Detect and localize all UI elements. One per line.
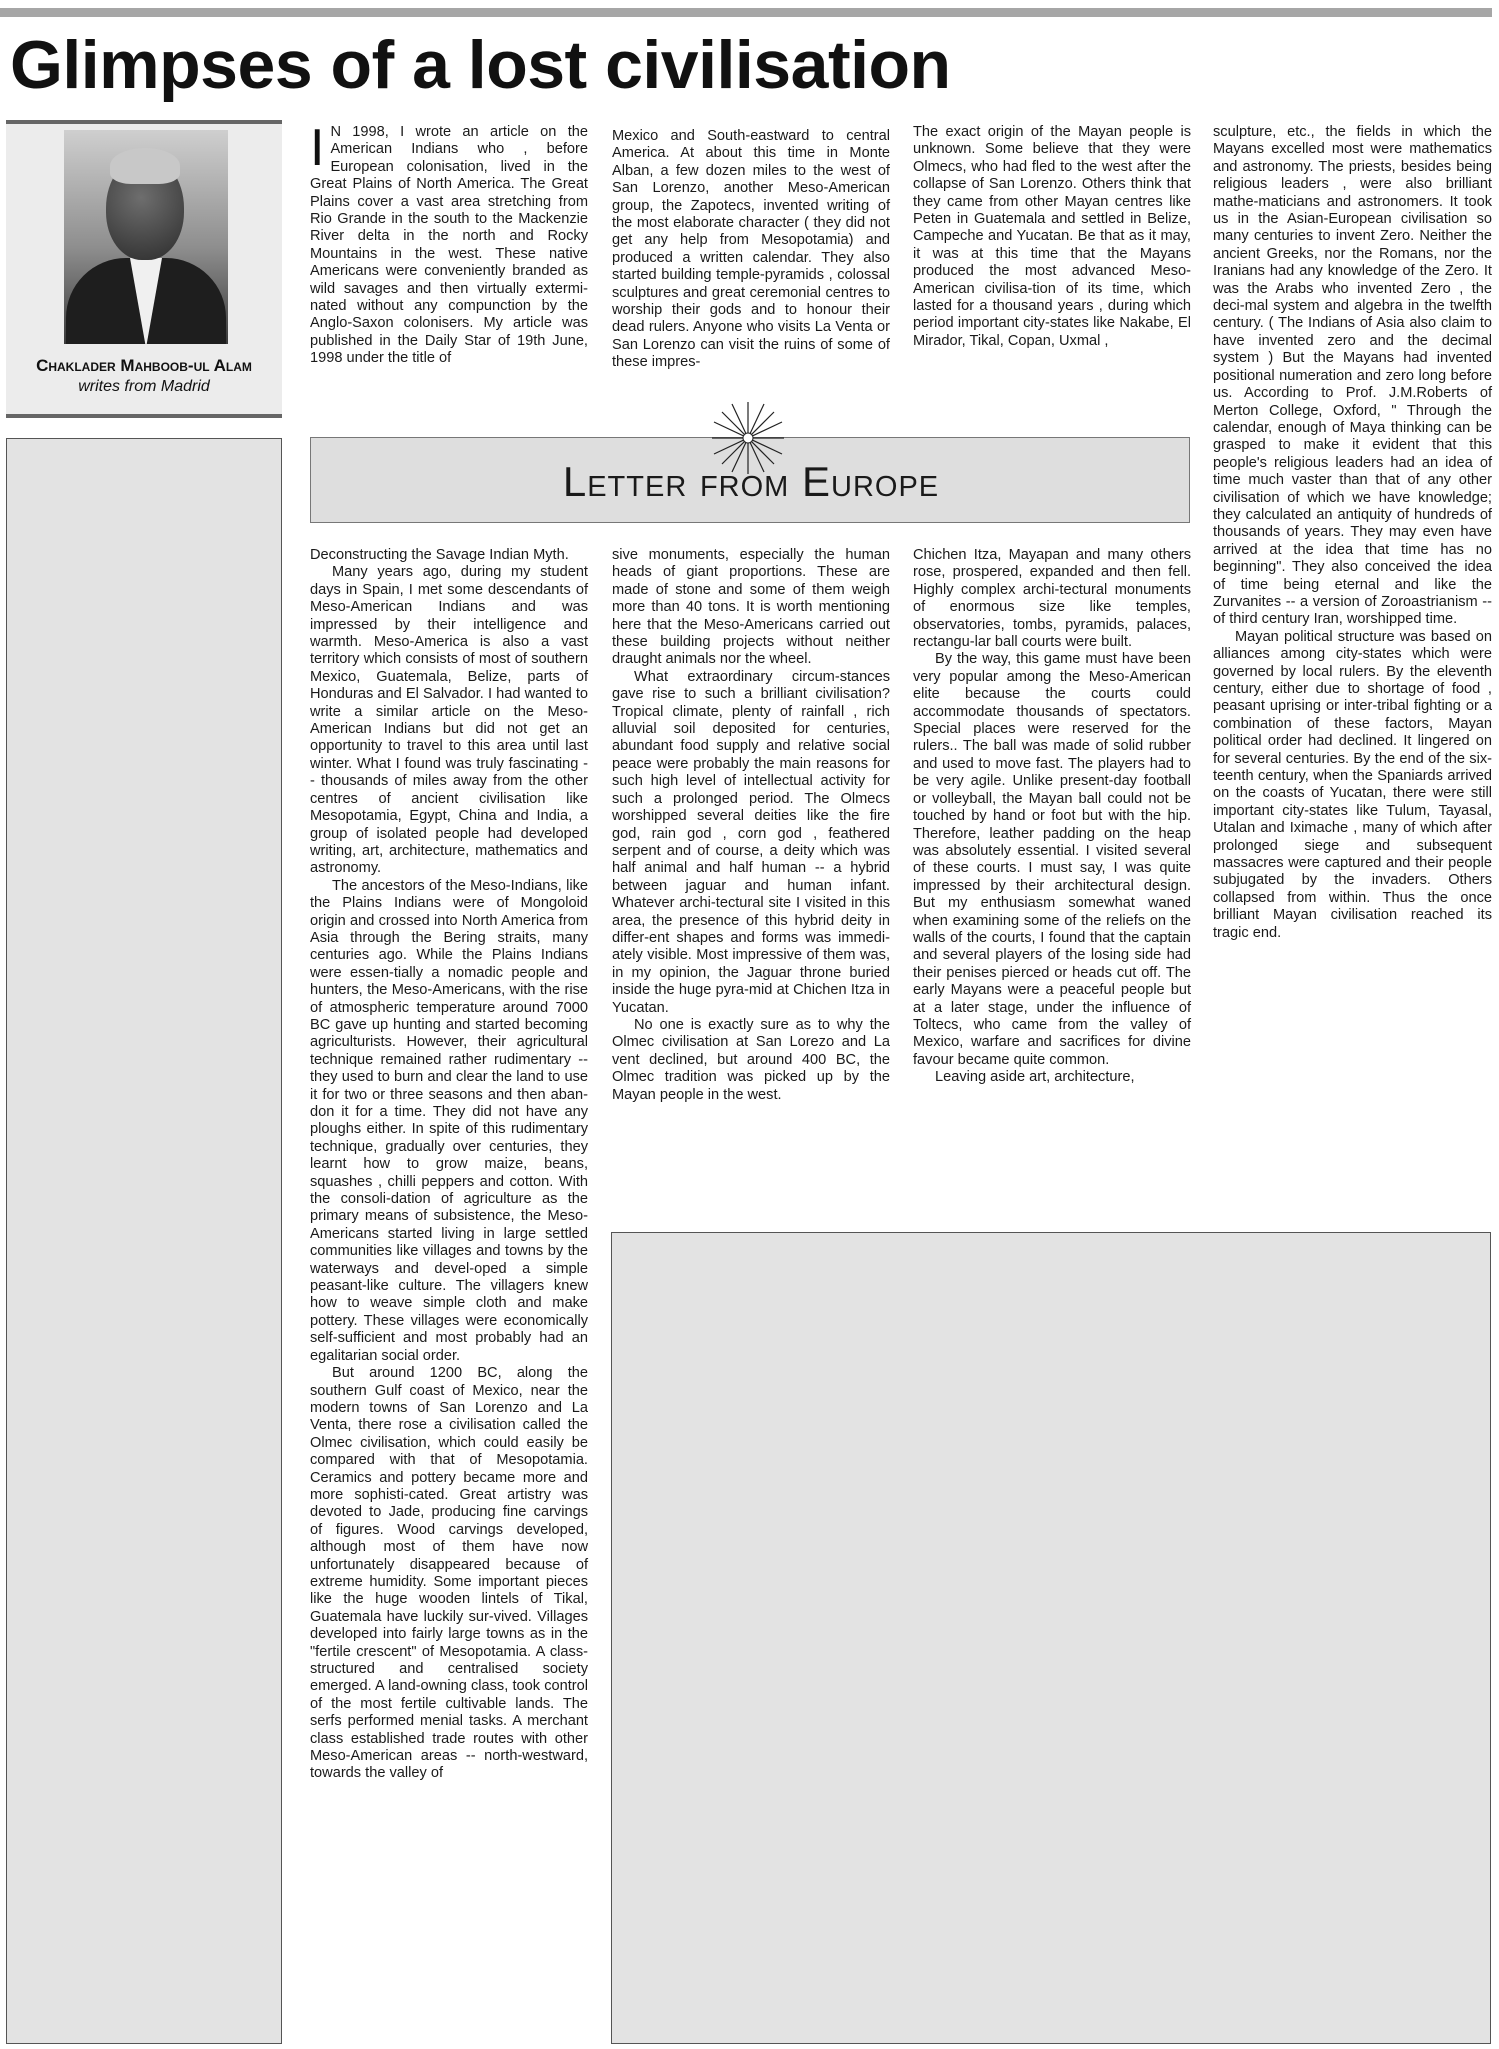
author-location: writes from Madrid [78, 378, 210, 395]
ad-placeholder-left [6, 438, 282, 2044]
top-rule [0, 8, 1492, 17]
paragraph: The ancestors of the Meso-Indians, like the Plains Indians were of Mongoloid origin and crossed into North America from Asia through the Bering straits, many centuries ago. While the Plains Indians were essen-tially a nomadic people and hunters, the Meso-Americans, with the rise of atmospheric temperature around 7000 BC gave up hunting and started becoming agriculturists. However, their agricultural technique remained rather rudimentary -- they used to burn and clear the land to use it for two or three seasons and then aban-don it for a time. They did not have any ploughs either. In spite of this rudimentary technique, gradually over centuries, they learnt how to grow maize, beans, squashes , chilli peppers and cotton. With the consoli-dation of agriculture as the primary means of subsistence, the Meso-Americans started living in large settled communities like villages and towns by the waterways and devel-oped a simple peasant-like culture. The villagers knew how to weave simple cloth and make pottery. These villages were economically self-sufficient and most probably had an egalitarian social order. [310, 877, 588, 1364]
paragraph: What extraordinary circum-stances gave rise to such a brilliant civilisation? Tropical climate, plenty of rainfall , rich alluvial soil deposited for centuries, abundant food supply and relative social peace were probably the main reasons for such high level of intellectual activity for such a prolonged period. The Olmecs worshipped several deities like the fire god, rain god , corn god , feathered serpent and of course, a deity which was half animal and half human -- a hybrid between jaguar and human infant. Whatever archi-tectural site I visited in this area, the presence of this hybrid deity in differ-ent shapes and forms was immedi-ately visible. Most impressive of them was, in my opinion, the Jaguar throne buried inside the huge pyra-mid at Chichen Itza in Yucatan. [612, 668, 890, 1016]
byline-box [6, 120, 282, 418]
article-column-1-bottom [310, 547, 588, 1783]
paragraph: By the way, this game must have been very popular among the Meso-American elite because the courts could accommodate thousands of spectators. Special places were reserved for the rulers.. The ball was made of solid rubber and used to move fast. The players had to be very agile. Unlike present-day football or volleyball, the Mayan ball could not be touched by hand or foot but with the hip. Therefore, leather padding on the heap was absolutely essential. I visited several of these courts. I must say, I was quite impressed by their architectural design. But my enthusiasm somewhat waned when examining some of the reliefs on the walls of the courts, I found that the captain and several players of the losing side had their penises pierced or heads cut off. The early Mayans were a peaceful people but at a later stage, under the influence of Toltecs, who came from the valley of Mexico, warfare and sacrifices for divine favour became quite common. [913, 651, 1191, 1068]
paragraph: sculpture, etc., the fields in which the Mayans excelled most were mathematics and astronomy. The priests, besides being religious leaders , were also brilliant mathe-maticians and astronomers. It took us in the Asian-European civilisation so many centuries to invent Zero. Neither the ancient Greeks, nor the Romans, nor the Iranians had any knowledge of the Zero. It was the Arabs who invented Zero , the deci-mal system and algebra in the twelfth century. ( The Indians of Asia also claim to have invented zero and the decimal system ) But the Mayans had invented positional numeration and zero long before us. According to Prof. J.M.Roberts of Merton College, Oxford, " Through the calendar, enough of Maya thinking can be grasped to make it evident that this people's religious leaders had an idea of time much vaster than that of any other civilisation of which we have knowledge; they calculated an antiquity of hundreds of thousands of years. They may even have arrived at the idea that time has no beginning". They also conceived the idea of time being eternal and like the Zurvanites -- a version of Zoroastrianism -- of third century Iran, worshipped time. [1213, 124, 1492, 628]
article-column-2-bottom [612, 547, 890, 1104]
drop-cap: I [310, 119, 325, 177]
paragraph: Deconstructing the Savage Indian Myth. [310, 547, 569, 563]
author-name: Chaklader Mahboob-ul Alam [36, 356, 252, 375]
paragraph: But around 1200 BC, along the southern Gulf coast of Mexico, near the modern towns of San Lorenzo and La Venta, there rose a civilisation called the Olmec civilisation, which could easily be compared with that of Mesopotamia. Ceramics and pottery became more and more sophisti-cated. Great artistry was devoted to Jade, producing fine carvings of figures. Wood carvings developed, although most of them have now unfortunately disappeared because of extreme humidity. Some important pieces like the huge wooden lintels of Tikal, Guatemala have luckily sur-vived. Villages developed into fairly large towns as in the "fertile crescent" of Mesopotamia. A class-structured and centralised society emerged. A land-owning class, took control of the most fertile cultivable lands. The serfs performed menial tasks. A merchant class established trade routes with other Meso-American areas -- north-westward, towards the valley of [310, 1365, 588, 1782]
article-column-4 [1213, 124, 1492, 942]
paragraph: The exact origin of the Mayan people is unknown. Some believe that they were Olmecs, who had fled to the west after the collapse of San Lorenzo. Others think that they came from other Mayan centres like Peten in Guatemala and settled in Belize, Campeche and Yucatan. Be that as it may, it was at this time that the Mayans produced the most advanced Meso-American civilisa-tion of its time, which lasted for a thousand years , during which period important city-states like Nakabe, El Mirador, Tikal, Copan, Uxmal , [913, 124, 1191, 349]
article-column-2-top [612, 128, 890, 372]
paragraph: Mexico and South-eastward to central America. At about this time in Monte Alban, a few dozen miles to the west of San Lorenzo, another Meso-American group, the Zapotecs, invented writing of the most elaborate character ( they did not get any help from Mesopotamia) and produced a written calendar. They also started building temple-pyramids , colossal sculptures and great ceremonial centres to worship their gods and to honour their dead rulers. Anyone who visits La Venta or San Lorenzo can visit the ruins of some of these impres- [612, 128, 890, 371]
paragraph: No one is exactly sure as to why the Olmec civilisation at San Lorezo and La vent declined, but around 400 BC, the Olmec tradition was picked up by the Mayan people in the west. [612, 1016, 890, 1103]
author-photo [64, 130, 228, 344]
paragraph: Mayan political structure was based on alliances among city-states which were governed by local rulers. By the eleventh century, either due to shortage of food , peasant uprising or inter-tribal fighting or a combination of these factors, Mayan political order had declined. It lingered on for several centuries. By the end of the six-teenth century, when the Spaniards arrived on the coasts of Yucatan, there were still important city-states like Tulum, Tayasal, Utalan and Iximache , many of which after prolonged siege and subsequent massacres were captured and their people subjugated by the invaders. Others collapsed from within. Thus the once brilliant Mayan civilisation reached its tragic end. [1213, 628, 1492, 941]
ad-placeholder-right [611, 1232, 1491, 2044]
article-column-3-bottom [913, 547, 1191, 1087]
paragraph: sive monuments, especially the human heads of giant proportions. These are made of stone and some of them weigh more than 40 tons. It is worth mentioning here that the Meso-Americans carried out these building projects without neither draught animals nor the wheel. [612, 547, 890, 668]
headline: Glimpses of a lost civilisation [10, 27, 951, 103]
starburst-icon [710, 400, 786, 476]
paragraph: Many years ago, during my student days in Spain, I met some descendants of Meso-American Indians and was impressed by their intelligence and warmth. Meso-America is also a vast territory which consists of most of southern Mexico, Guatemala, Belize, parts of Honduras and El Salvador. I had wanted to write a similar article on the Meso-American Indians but did not get an opportunity to travel to this area until last winter. What I found was truly fascinating -- thousands of miles away from the other centres of ancient civilisation like Mesopotamia, Egypt, China and India, a group of isolated people had developed writing, art, architecture, mathematics and astronomy. [310, 564, 588, 877]
paragraph: Leaving aside art, architecture, [935, 1069, 1135, 1086]
article-column-1-top [310, 119, 588, 368]
article-column-3-top [913, 124, 1191, 350]
paragraph: Chichen Itza, Mayapan and many others rose, prospered, expanded and then fell. Highly complex archi-tectural monuments of enormous size like temples, observatories, tombs, pyramids, palaces, rectangu-lar ball courts were built. [913, 547, 1191, 651]
section-banner-title: Letter from Europe [562, 458, 940, 505]
paragraph: N 1998, I wrote an article on the American Indians who , before European colonisation, lived in the Great Plains of North America. The Great Plains cover a vast area stretching from Rio Grande in the south to the Mackenzie River delta in the north and Rocky Mountains in the west. These native Americans were conveniently branded as wild savages and then virtually extermi-nated without any compunction by the Anglo-Saxon colonisers. My article was published in the Daily Star of 19th June, 1998 under the title of [310, 124, 588, 367]
